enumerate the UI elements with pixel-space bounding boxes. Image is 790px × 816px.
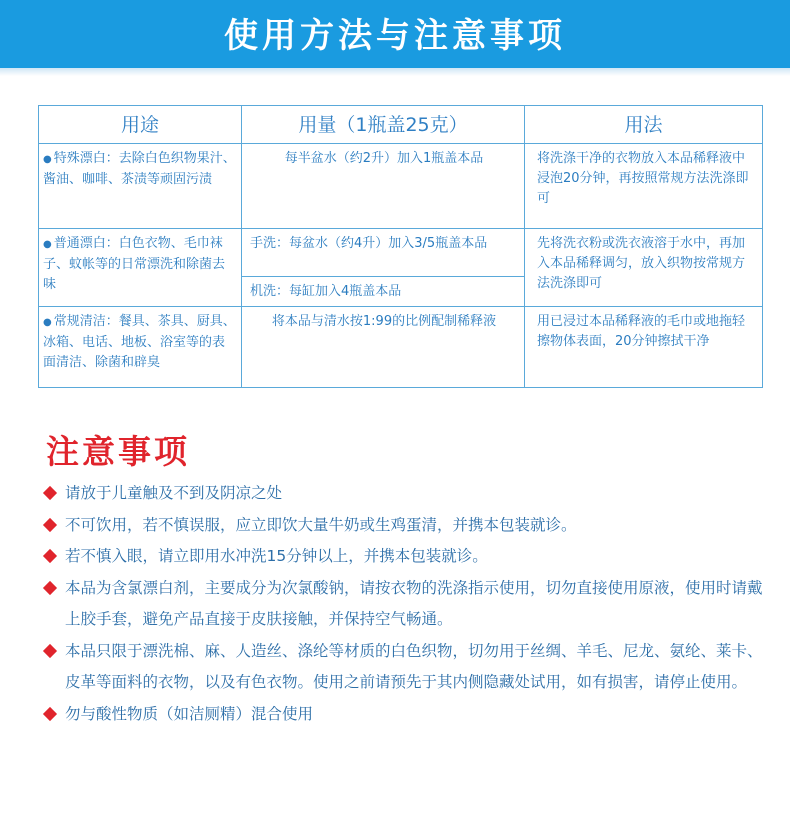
table-header-row [39,106,763,144]
red-diamond-icon [43,643,57,657]
table-row [39,144,763,229]
red-diamond-icon [43,580,57,594]
red-diamond-icon [43,549,57,563]
notice-text: 请放于儿童触及不到及阴凉之处 [65,484,283,502]
list-item [44,699,764,731]
method-cell: 将洗涤干净的衣物放入本品稀释液中浸泡20分钟，再按照常规方法洗涤即可 [525,144,763,229]
list-item [44,478,764,510]
list-item [44,573,764,636]
purpose-text: 普通漂白：白色衣物、毛巾袜子、蚊帐等的日常漂洗和除菌去味 [43,236,226,292]
method-cell: 先将洗衣粉或洗衣液溶于水中，再加入本品稀释调匀，放入织物按常规方法洗涤即可 [525,229,763,307]
dosage-cell: 将本品与清水按1:99的比例配制稀释液 [242,307,525,388]
bullet-dot-icon: ● [43,239,52,250]
purpose-cell [39,229,242,307]
notice-text: 本品为含氯漂白剂，主要成分为次氯酸钠，请按衣物的洗涤指示使用，切勿直接使用原液，使用时请戴上胶手套，避免产品直接于皮肤接触，并保持空气畅通。 [65,578,763,628]
bullet-dot-icon: ● [43,317,52,328]
notice-text: 不可饮用，若不慎误服，应立即饮大量牛奶或生鸡蛋清，并携本包装就诊。 [65,515,577,534]
notice-text: 勿与酸性物质（如洁厕精）混合使用 [65,704,314,723]
notice-text: 若不慎入眼，请立即用水冲洗15分钟以上，并携本包装就诊。 [65,547,488,565]
notice-text: 本品只限于漂洗棉、麻、人造丝、涤纶等材质的白色织物，切勿用于丝绸、羊毛、尼龙、氨纶、莱卡、皮革等面料的衣物，以及有色衣物。使用之前请预先于其内侧隐藏处试用，如有损害，请停止使用。 [65,641,763,691]
list-item [44,510,764,542]
page-title: 使用方法与注意事项 [224,15,566,56]
header-purpose: 用途 [39,106,242,144]
dosage-cell: 每半盆水（约2升）加入1瓶盖本品 [242,144,525,229]
purpose-cell [39,307,242,388]
purpose-text: 特殊漂白：去除白色织物果汁、酱油、咖啡、茶渍等顽固污渍 [43,151,236,187]
notice-title: 注意事项 [46,432,190,471]
usage-table [38,105,763,388]
method-cell: 用已浸过本品稀释液的毛巾或地拖轻擦物体表面，20分钟擦拭干净 [525,307,763,388]
table-row [39,229,763,277]
list-item [44,541,764,573]
header-dosage: 用量（1瓶盖25克） [242,106,525,144]
header-method: 用法 [525,106,763,144]
bullet-dot-icon: ● [43,154,52,165]
red-diamond-icon [43,486,57,500]
table-row [39,307,763,388]
dosage-cell-machine-wash: 机洗：每缸加入4瓶盖本品 [242,277,525,307]
purpose-cell [39,144,242,229]
list-item [44,636,764,699]
purpose-text: 常规清洁：餐具、茶具、厨具、冰箱、电话、地板、浴室等的表面清洁、除菌和辟臭 [43,314,236,370]
dosage-cell-hand-wash: 手洗：每盆水（约4升）加入3/5瓶盖本品 [242,229,525,277]
banner-shadow [0,68,790,76]
header-banner [0,0,790,68]
notice-list [44,478,764,730]
red-diamond-icon [43,517,57,531]
red-diamond-icon [43,706,57,720]
